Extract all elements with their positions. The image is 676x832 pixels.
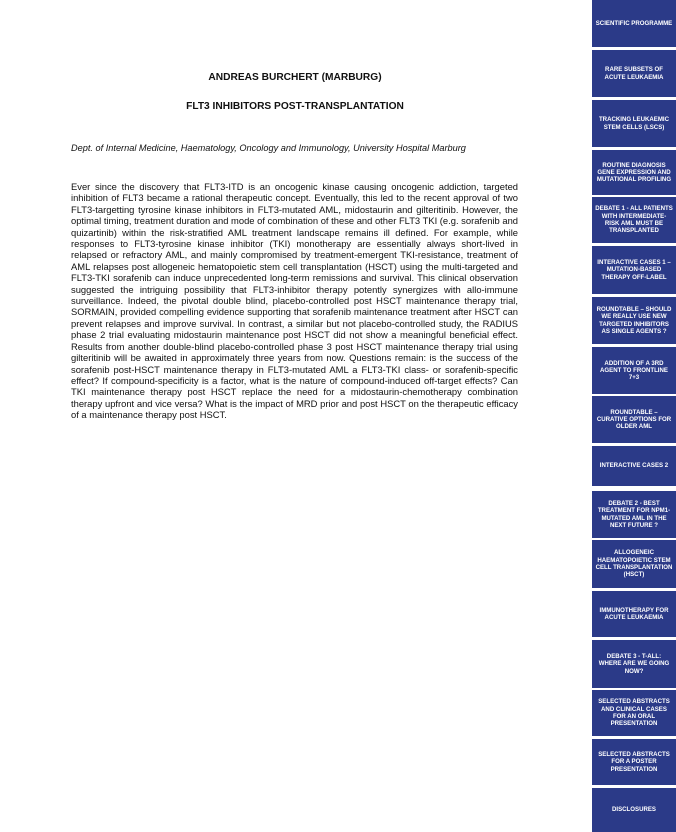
sidebar-item-interactive-cases-2[interactable]: INTERACTIVE CASES 2 [592, 446, 676, 486]
sidebar-item-oral-abstracts[interactable]: SELECTED ABSTRACTS AND CLINICAL CASES FOR AN ORAL PRESENTATION [592, 690, 676, 736]
sidebar-item-roundtable-targeted[interactable]: ROUNDTABLE – SHOULD WE REALLY USE NEW TARGETED INHIBITORS AS SINGLE AGENTS ? [592, 297, 676, 344]
abstract-body: Ever since the discovery that FLT3-ITD is an oncogenic kinase causing oncogenic addiction, targeted inhibition of FLT3 became a rational therapeutic concept. Eventually, this led to the recent approval of two FLT3-targetting tyrosine kinase inhibitors in FLT3-mutated AML, midostaurin and gilteritinib. However, the optimal timing, treatment duration and mode of combination of these and other FLT3 TKI (e.g. sorafenib and quizartinib) within the risk-stratified AML treatment landscape remains ill defined. For example, while responses to FLT3-tyrosine kinase inhibitor (TKI) monotherapy are essentially always short-lived in relapsed or refractory AML, and mainly compromised by treatment-emergent TKI-resistance, treatment of AML relapses post allogeneic hematopoietic stem cell transplantation (HSCT) using the multi-targeted and FLT3-TKI sorafenib can induce unprecedented long-term remissions and survival. This clinical observation suggested the intriguing possibility that FLT3-inhibitor therapy potently synergizes with allo-immune surveillance. Indeed, the pivotal double blind, placebo-controlled post HSCT maintenance therapy trial, SORMAIN, provided compelling evidence supporting that sorafenib maintenance treatment after HSCT can prevent relapses and improve survival. In contrast, a similar but not placebo-controlled study, the RADIUS phase 2 trial evaluating midostaurin maintenance post HSCT did not show a meaningful beneficial effect. Results from another double-blind placebo-controlled phase 3 post HSCT maintenance therapy trial using gilteritinib will be awaited in approximately three years from now. Questions remain: is the success of the sorafenib post-HSCT maintenance therapy in FLT3-mutated AML a FLT3-TKI class- or sorafenib-specific effect? If compound-specificity is a factor, what is the nature of compound-induced off-target effects? Can TKI maintenance therapy post HSCT replace the need for a midostaurin-chemotherapy combination therapy upfront and vice versa? What is the impact of MRD prior and post HSCT on the therapeutic efficacy of a maintenance therapy post HSCT. [71, 181, 518, 421]
sidebar-item-disclosures[interactable]: DISCLOSURES [592, 788, 676, 832]
sidebar-item-interactive-cases-1[interactable]: INTERACTIVE CASES 1 – MUTATION-BASED THERAPY OFF-LABEL [592, 246, 676, 294]
abstract-title: FLT3 INHIBITORS POST-TRANSPLANTATION [186, 101, 404, 112]
sidebar-item-allogeneic-hsct[interactable]: ALLOGENEIC HAEMATOPOIETIC STEM CELL TRANSPLANTATION (HSCT) [592, 540, 676, 588]
sidebar-item-third-agent[interactable]: ADDITION OF A 3RD AGENT TO FRONTLINE 7+3 [592, 347, 676, 394]
sidebar-item-scientific-programme[interactable]: SCIENTIFIC PROGRAMME [592, 0, 676, 47]
sidebar-item-debate-3[interactable]: DEBATE 3 - T-ALL: WHERE ARE WE GOING NOW? [592, 640, 676, 688]
sidebar-item-rare-subsets[interactable]: RARE SUBSETS OF ACUTE LEUKAEMIA [592, 50, 676, 97]
sidebar-item-routine-diagnosis[interactable]: ROUTINE DIAGNOSIS GENE EXPRESSION AND MUTATIONAL PROFILING [592, 150, 676, 195]
sidebar-item-debate-1[interactable]: DEBATE 1 - ALL PATIENTS WITH INTERMEDIATE-RISK AML MUST BE TRANSPLANTED [592, 197, 676, 243]
sidebar-item-debate-2[interactable]: DEBATE 2 - BEST TREATMENT FOR NPM1-MUTATED AML IN THE NEXT FUTURE ? [592, 491, 676, 538]
section-sidebar [592, 0, 676, 832]
sidebar-item-immunotherapy[interactable]: IMMUNOTHERAPY FOR ACUTE LEUKAEMIA [592, 591, 676, 637]
sidebar-item-tracking-lsc[interactable]: TRACKING LEUKAEMIC STEM CELLS (LSCS) [592, 100, 676, 147]
author-heading: ANDREAS BURCHERT (MARBURG) [208, 72, 382, 83]
sidebar-item-roundtable-older-aml[interactable]: ROUNDTABLE – CURATIVE OPTIONS FOR OLDER AML [592, 396, 676, 443]
affiliation: Dept. of Internal Medicine, Haematology, Oncology and Immunology, University Hospital Marburg [71, 143, 466, 153]
sidebar-item-poster-abstracts[interactable]: SELECTED ABSTRACTS FOR A POSTER PRESENTATION [592, 739, 676, 785]
